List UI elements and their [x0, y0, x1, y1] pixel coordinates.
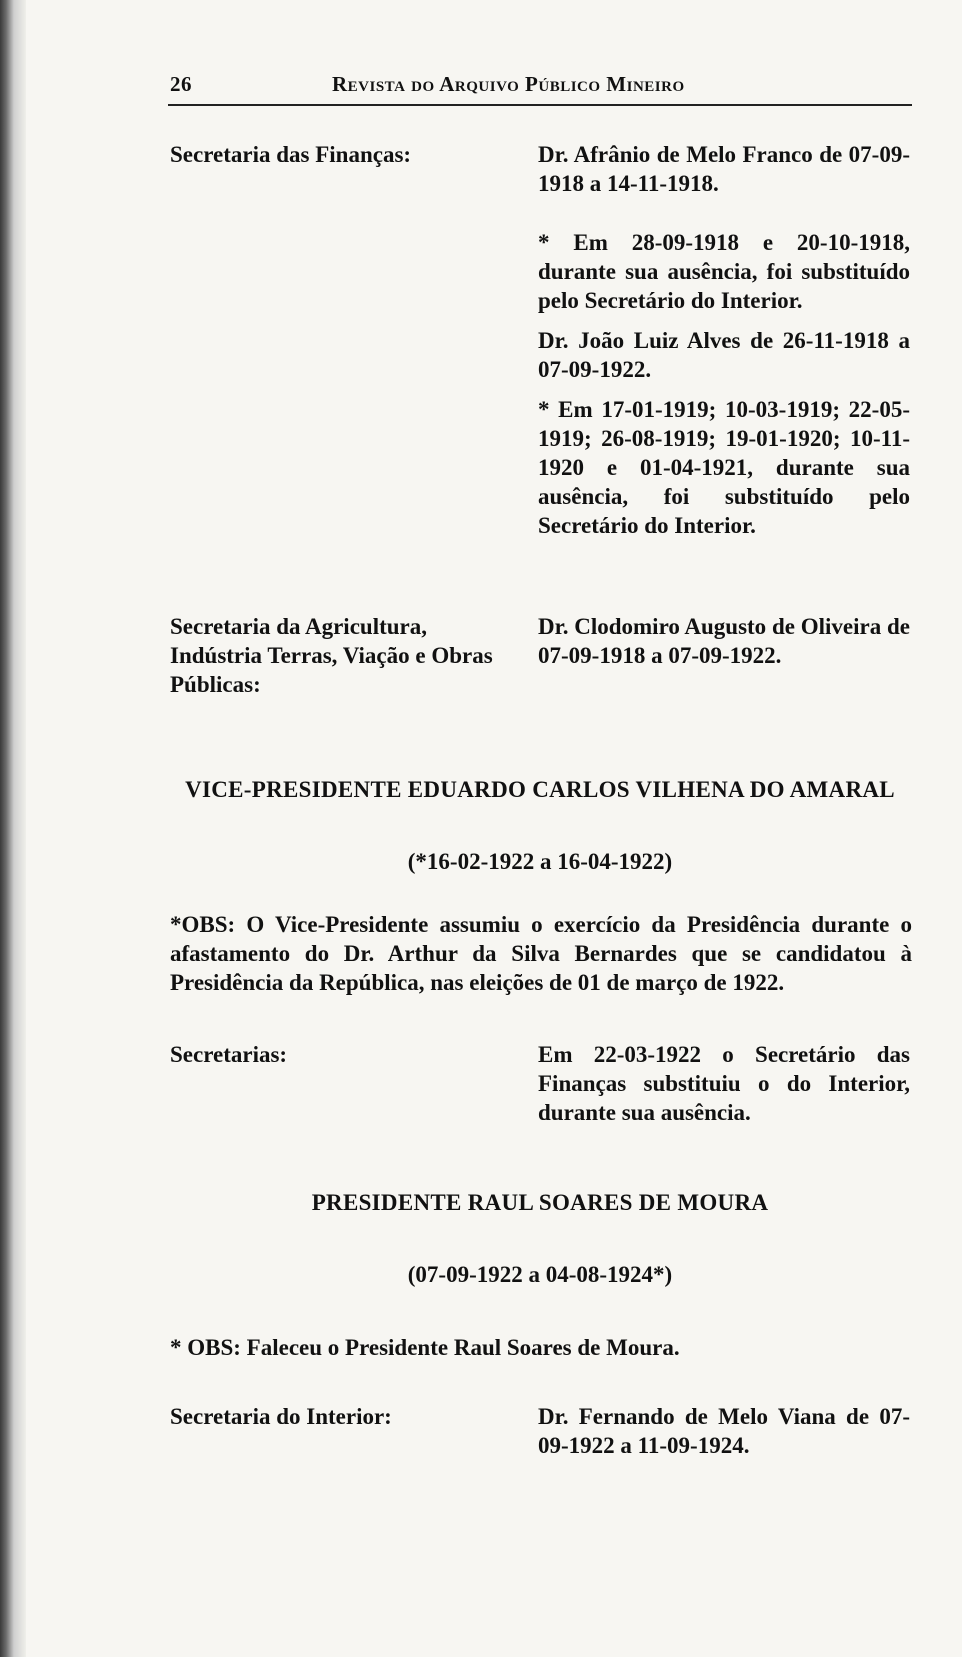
- vice-president-obs: *OBS: O Vice-Presidente assumiu o exercício da Presidência durante o afastamento do Dr. Arthur da Silva Bernardes que se candidatou à Presidência da República, nas eleições de 01 de março de 1922.: [170, 912, 912, 995]
- header-rule: [168, 104, 912, 106]
- agricultura-label: Secretaria da Agricultura, Indústria Terras, Viação e Obras Públicas:: [170, 614, 493, 697]
- journal-title: Revista do Arquivo Público Mineiro: [332, 72, 685, 96]
- financas-note-joao: * Em 17-01-1919; 10-03-1919; 22-05-1919; 26-08-1919; 19-01-1920; 10-11-1920 e 01-04-1921, durante sua ausência, foi substituído pelo Secretário do Interior.: [538, 397, 910, 538]
- president-heading: PRESIDENTE RAUL SOARES DE MOURA: [311, 1190, 769, 1215]
- secretarias-label: Secretarias:: [170, 1042, 288, 1067]
- vice-president-dates: (*16-02-1922 a 16-04-1922): [407, 849, 673, 874]
- financas-label: Secretaria das Finanças:: [170, 142, 412, 167]
- interior-entry: Dr. Fernando de Melo Viana de 07-09-1922 a 11-09-1924.: [538, 1404, 910, 1458]
- president-obs: * OBS: Faleceu o Presidente Raul Soares de Moura.: [170, 1335, 680, 1360]
- financas-entry-afranio: Dr. Afrânio de Melo Franco de 07-09-1918 a 14-11-1918.: [538, 142, 910, 196]
- agricultura-entry: Dr. Clodomiro Augusto de Oliveira de 07-09-1918 a 07-09-1922.: [538, 614, 910, 668]
- interior-label: Secretaria do Interior:: [170, 1404, 392, 1429]
- financas-entry-joao: Dr. João Luiz Alves de 26-11-1918 a 07-09-1922.: [538, 328, 910, 382]
- secretarias-entry: Em 22-03-1922 o Secretário das Finanças substituiu o do Interior, durante sua ausência.: [538, 1042, 910, 1125]
- financas-note-afranio: * Em 28-09-1918 e 20-10-1918, durante sua ausência, foi substituído pelo Secretário do Interior.: [538, 230, 910, 313]
- page-number: 26: [170, 72, 192, 96]
- president-dates: (07-09-1922 a 04-08-1924*): [407, 1262, 673, 1287]
- vice-president-heading: VICE-PRESIDENTE EDUARDO CARLOS VILHENA DO AMARAL: [185, 777, 895, 802]
